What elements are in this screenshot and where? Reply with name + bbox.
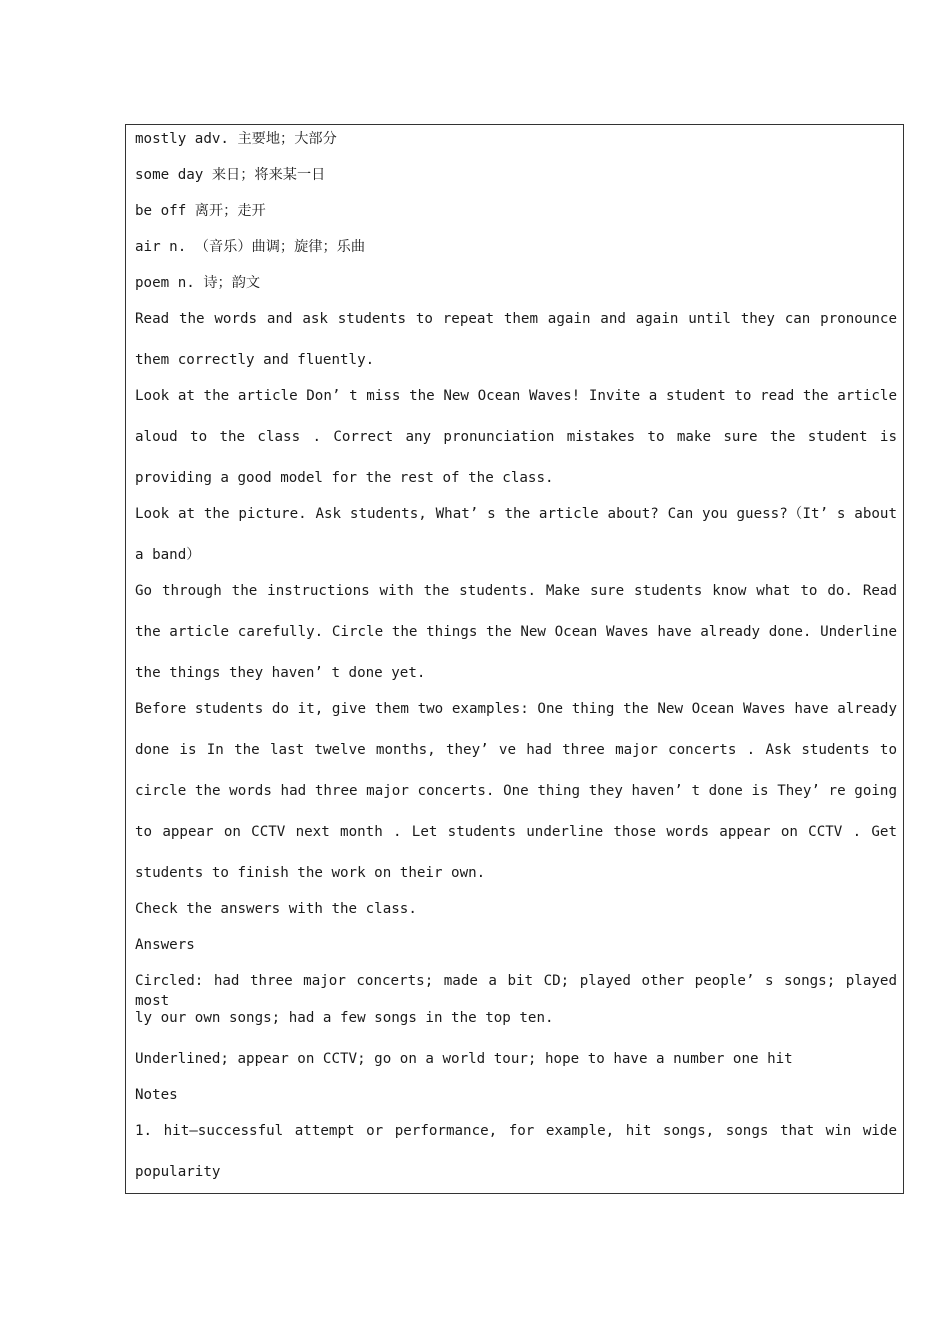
paragraph-picture: Look at the picture. Ask students, What’ s the article about? Can you guess?（It’ s about a band） <box>135 506 897 563</box>
paragraph-examples: Before students do it, give them two examples: One thing the New Ocean Waves have already done is In the last twelve months, they’ ve had three major concerts . Ask students to circle the words had three major concerts. One thing they haven’ t done is They’ re going to appear on CCTV next month . Let students underline those words appear on CCTV . Get students to finish the work on their own. <box>135 701 897 881</box>
note-item: 1. hit—successful attempt or performance, for example, hit songs, songs that win wide popularity <box>135 1123 897 1180</box>
paragraph-read-words: Read the words and ask students to repeat them again and again until they can pronounce them correctly and fluently. <box>135 311 897 368</box>
answers-underlined: Underlined; appear on CCTV; go on a world tour; hope to have a number one hit <box>135 1051 793 1067</box>
vocab-item: mostly adv. 主要地；大部分 <box>135 131 337 147</box>
vocab-item: be off 离开；走开 <box>135 203 266 219</box>
lesson-table-cell <box>125 124 904 1194</box>
vocab-item: some day 来日；将来某一日 <box>135 167 326 183</box>
paragraph-instructions: Go through the instructions with the students. Make sure students know what to do. Read the article carefully. Circle the things the New Ocean Waves have already done. Underline the things they haven’ t done yet. <box>135 583 897 681</box>
paragraph-article: Look at the article Don’ t miss the New Ocean Waves! Invite a student to read the article aloud to the class . Correct any pronunciation mistakes to make sure the student is providing a good model for the rest of the class. <box>135 388 897 486</box>
check-answers-text: Check the answers with the class. <box>135 901 417 917</box>
notes-heading: Notes <box>135 1087 178 1103</box>
vocab-item: poem n. 诗；韵文 <box>135 275 261 291</box>
answers-heading: Answers <box>135 937 195 953</box>
answers-circled: Circled: had three major concerts; made a bit CD; played other people’ s songs; played most ly our own songs; had a few songs in the top ten. <box>135 973 897 1026</box>
lesson-content <box>135 129 897 1198</box>
vocab-item: air n. （音乐）曲调；旋律；乐曲 <box>135 239 366 255</box>
